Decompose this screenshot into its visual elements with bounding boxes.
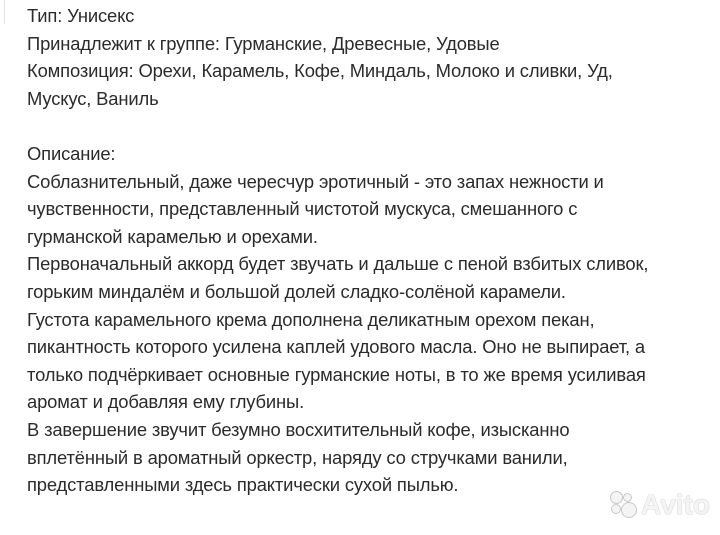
description-line: Густота карамельного крема дополнена деликатным орехом пекан,	[27, 308, 595, 330]
description-line: вплетённый в ароматный оркестр, наряду со стручками ванили,	[27, 446, 568, 468]
type-line: Тип: Унисекс	[27, 5, 135, 26]
left-edge-divider	[4, 0, 5, 24]
description-line: В завершение звучит безумно восхитительный кофе, изысканно	[27, 418, 570, 440]
avito-logo-icon	[611, 492, 637, 518]
description-heading: Описание:	[27, 142, 116, 164]
description-line: чувственности, представленный чистотой мускуса, смешанного с	[27, 198, 578, 220]
description-line: аромат и добавляя ему глубины.	[27, 391, 305, 413]
blank-line	[27, 112, 648, 140]
description-line: Первоначальный аккорд будет звучать и дальше с пеной взбитых сливок,	[27, 253, 649, 275]
description-line: горьким миндалём и большой долей сладко-солёной карамели.	[27, 280, 566, 302]
description-line: Соблазнительный, даже чересчур эротичный - это запах нежности и	[27, 170, 604, 192]
group-line: Принадлежит к группе: Гурманские, Древесные, Удовые	[27, 32, 500, 54]
description-line: представленными здесь практически сухой пылью.	[27, 474, 459, 496]
perfume-description-document	[27, 2, 648, 499]
description-line: только подчёркивает основные гурманские ноты, в то же время усиливая	[27, 363, 646, 385]
description-line: гурманской карамелью и орехами.	[27, 225, 318, 247]
avito-watermark-text: Avito	[641, 489, 710, 520]
composition-line-continued: Мускус, Ваниль	[27, 87, 159, 109]
avito-watermark	[611, 489, 710, 521]
composition-line: Композиция: Орехи, Карамель, Кофе, Миндаль, Молоко и сливки, Уд,	[27, 60, 613, 82]
description-line: пикантность которого усилена каплей удового масла. Оно не выпирает, а	[27, 336, 645, 358]
